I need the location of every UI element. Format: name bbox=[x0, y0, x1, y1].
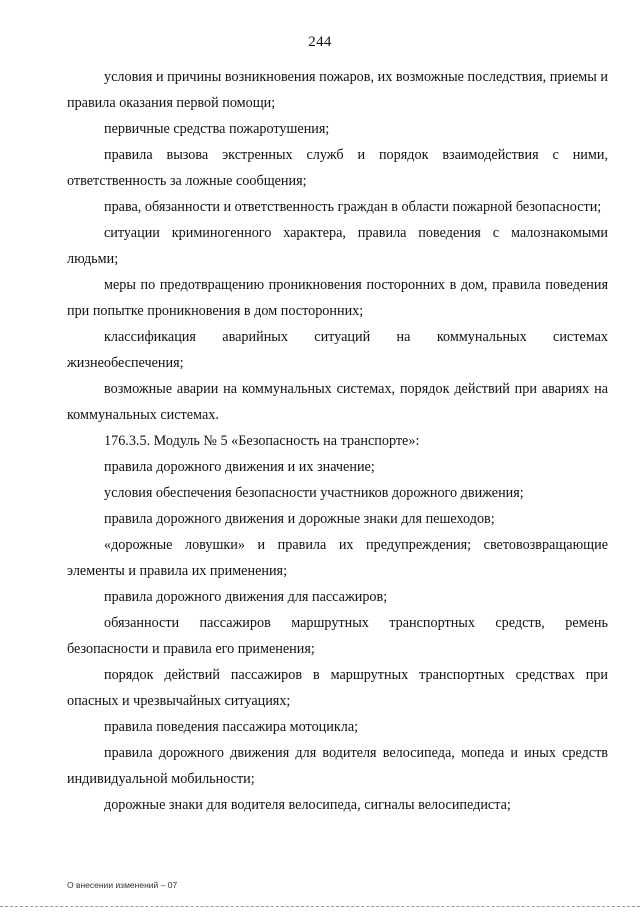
paragraph: правила вызова экстренных служб и порядок взаимодействия с ними, ответственность за ложные сообщения; bbox=[67, 147, 608, 189]
section-heading: 176.3.5. Модуль № 5 «Безопасность на транспорте»: bbox=[104, 433, 420, 449]
paragraph: меры по предотвращению проникновения посторонних в дом, правила поведения при попытке проникновения в дом посторонних; bbox=[67, 277, 608, 319]
paragraph: возможные аварии на коммунальных системах, порядок действий при авариях на коммунальных системах. bbox=[67, 381, 608, 423]
paragraph: правила дорожного движения для водителя велосипеда, мопеда и иных средств индивидуальной мобильности; bbox=[67, 745, 608, 787]
paragraph: права, обязанности и ответственность граждан в области пожарной безопасности; bbox=[104, 199, 602, 215]
page-edge-divider bbox=[0, 906, 640, 907]
paragraph: правила дорожного движения для пассажиров; bbox=[104, 589, 388, 605]
paragraph: правила дорожного движения и дорожные знаки для пешеходов; bbox=[104, 511, 495, 527]
paragraph: «дорожные ловушки» и правила их предупреждения; световозвращающие элементы и правила их применения; bbox=[67, 537, 608, 579]
paragraph: правила поведения пассажира мотоцикла; bbox=[104, 719, 359, 735]
document-body bbox=[67, 64, 608, 818]
paragraph: первичные средства пожаротушения; bbox=[104, 121, 330, 137]
paragraph: дорожные знаки для водителя велосипеда, сигналы велосипедиста; bbox=[104, 797, 511, 813]
footer-note: О внесении изменений – 07 bbox=[67, 880, 178, 890]
paragraph: порядок действий пассажиров в маршрутных транспортных средствах при опасных и чрезвычайных ситуациях; bbox=[67, 667, 608, 709]
paragraph: условия и причины возникновения пожаров, их возможные последствия, приемы и правила оказания первой помощи; bbox=[67, 69, 608, 111]
page-number: 244 bbox=[308, 34, 332, 50]
paragraph: классификация аварийных ситуаций на коммунальных системах жизнеобеспечения; bbox=[67, 329, 608, 371]
paragraph: ситуации криминогенного характера, правила поведения с малознакомыми людьми; bbox=[67, 225, 608, 267]
paragraph: условия обеспечения безопасности участников дорожного движения; bbox=[104, 485, 524, 501]
paragraph: правила дорожного движения и их значение; bbox=[104, 459, 375, 475]
paragraph: обязанности пассажиров маршрутных транспортных средств, ремень безопасности и правила его применения; bbox=[67, 615, 608, 657]
